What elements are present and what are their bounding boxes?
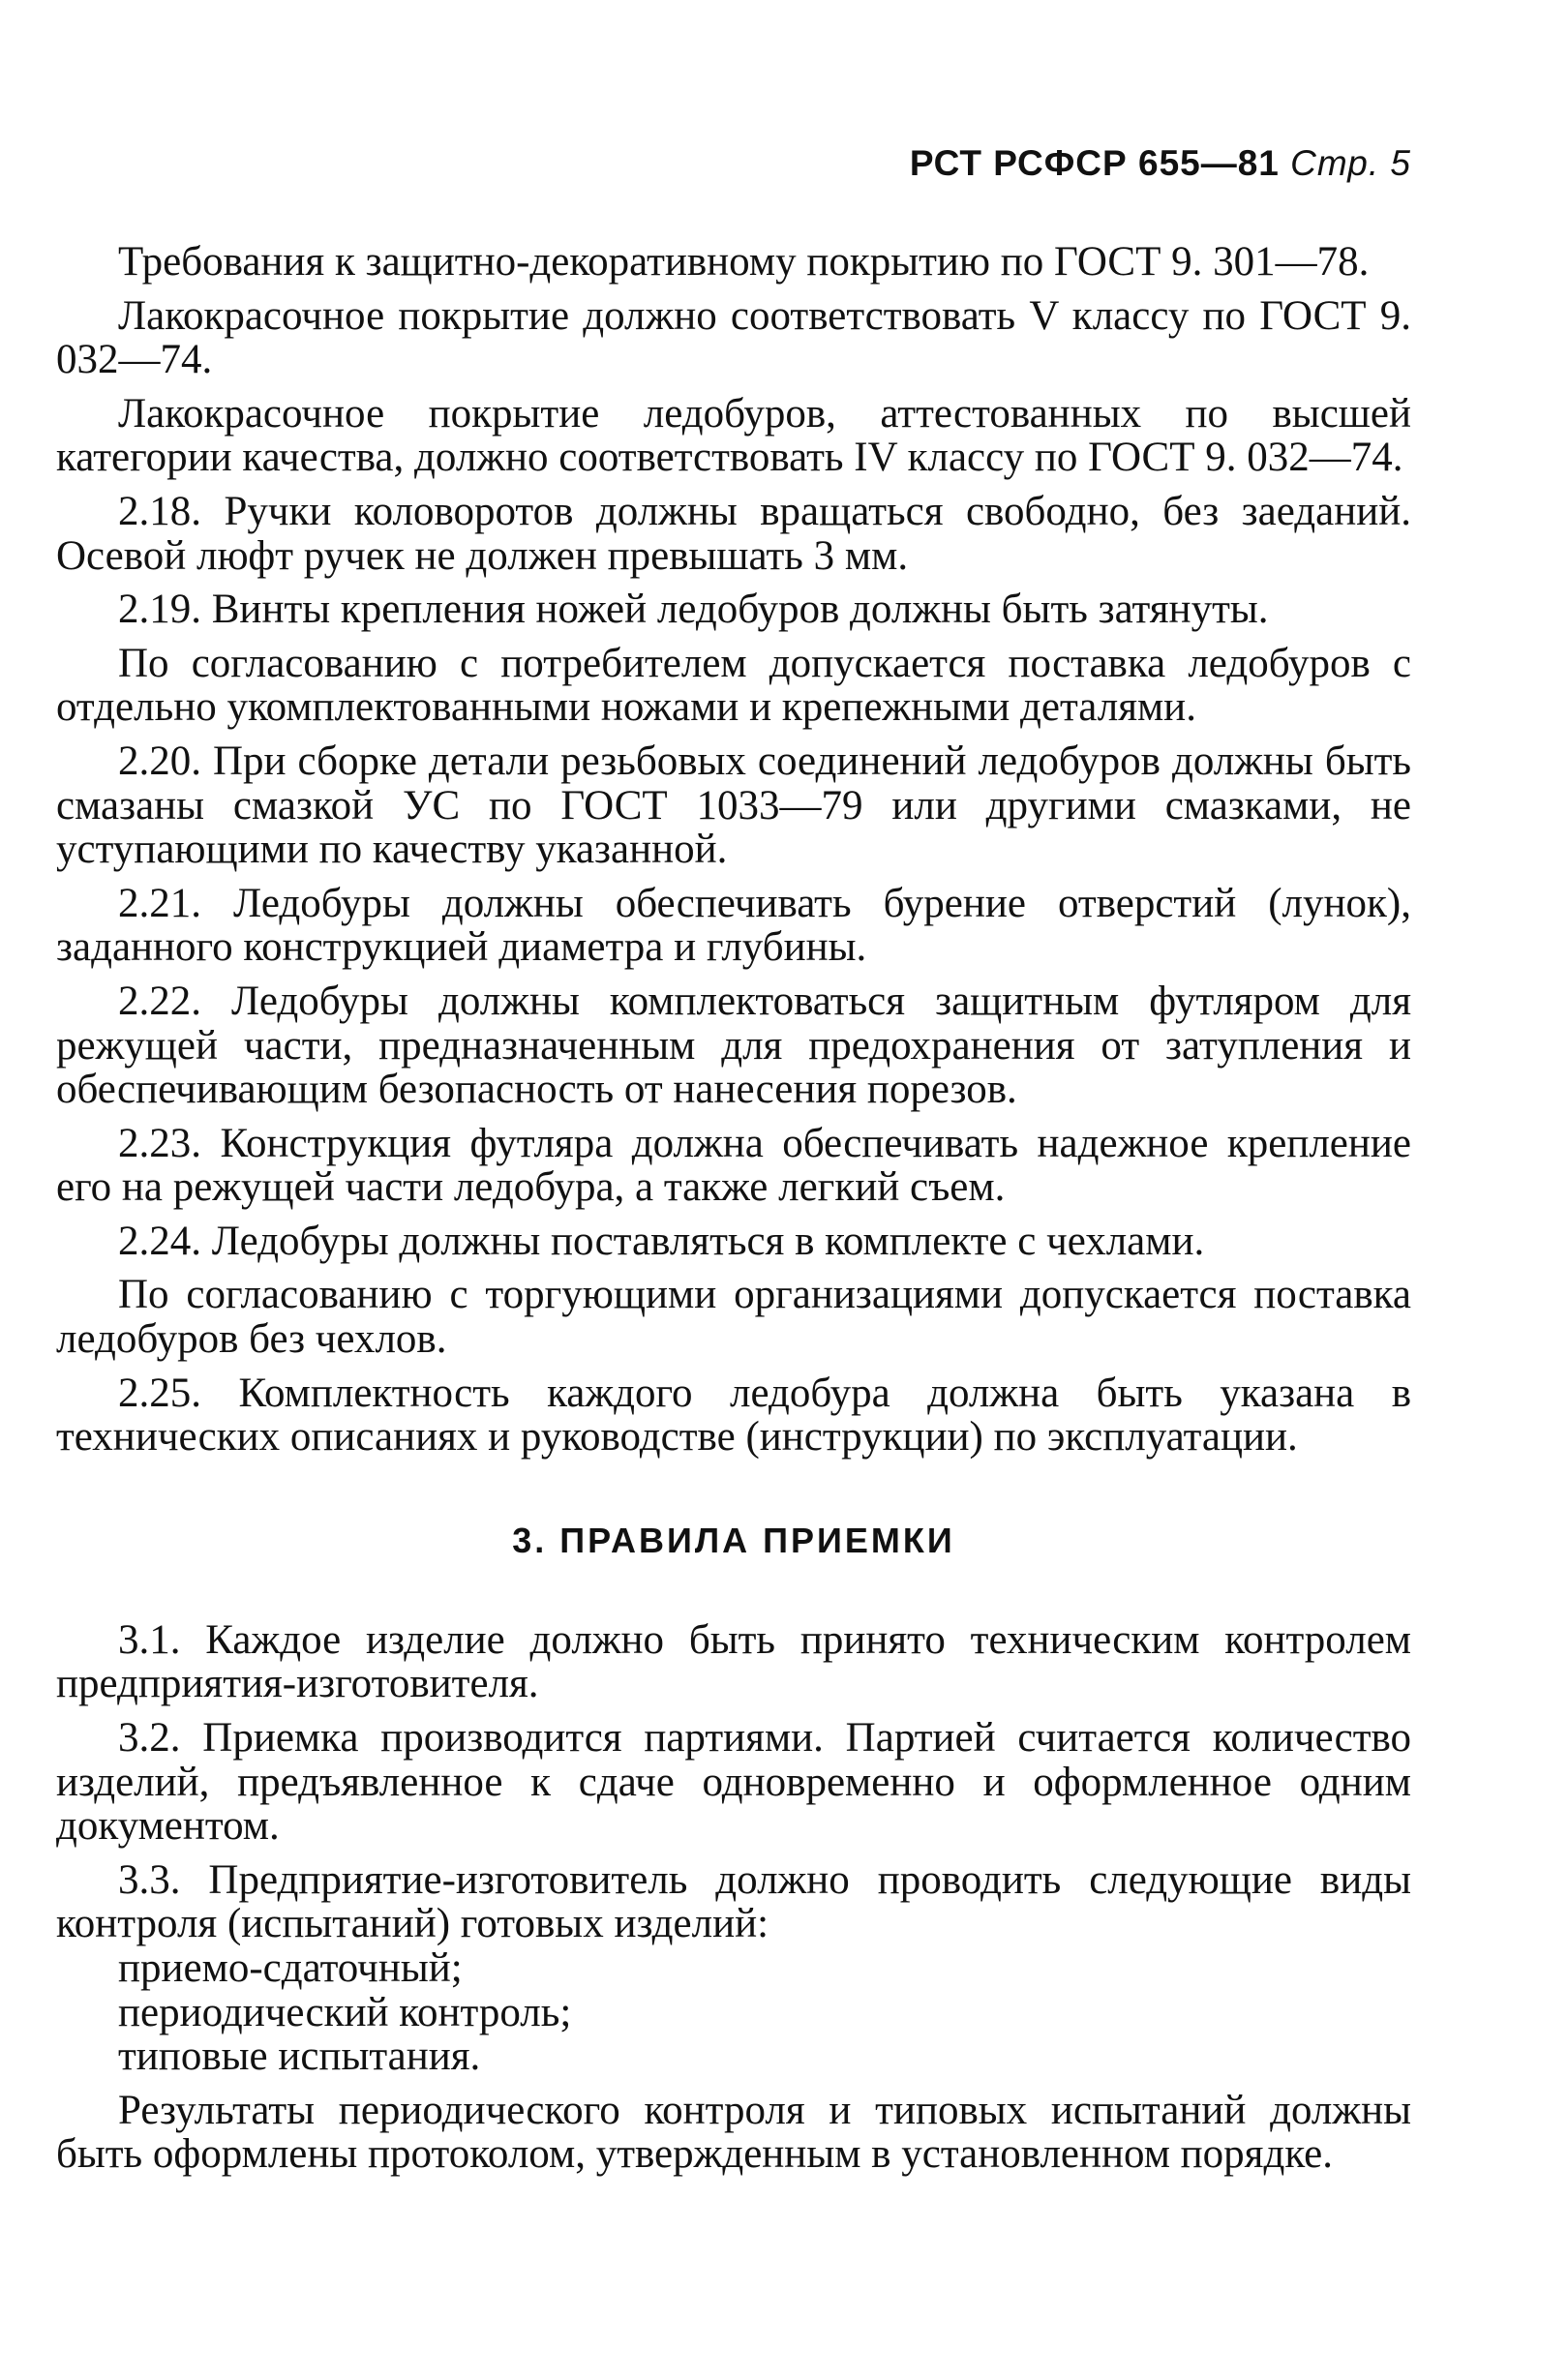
paragraph: Результаты периодического контроля и типовых испытаний должны быть оформлены протоколом, утвержденным в установленном порядке. [56,2087,1411,2178]
paragraph: Требования к защитно-декоративному покрытию по ГОСТ 9. 301—78. [118,239,1370,285]
body-text [56,240,1411,2177]
standard-number: РСТ РСФСР 655—81 [909,143,1280,183]
list-item: приемо-сдаточный; [118,1945,463,1991]
paragraph: 2.21. Ледобуры должны обеспечивать бурение отверстий (лунок), заданного конструкцией диаметра и глубины. [56,880,1411,971]
paragraph: 3.2. Приемка производится партиями. Партией считается количество изделий, предъявленное к сдаче одновременно и оформленное одним документом. [56,1715,1411,1850]
paragraph: 2.19. Винты крепления ножей ледобуров должны быть затянуты. [118,587,1269,633]
paragraph: 2.23. Конструкция футляра должна обеспечивать надежное крепление его на режущей части ледобура, а также легкий съем. [56,1120,1411,1211]
paragraph: Лакокрасочное покрытие должно соответствовать V классу по ГОСТ 9. 032—74. [56,292,1411,383]
page-header [910,143,1411,184]
paragraph: По согласованию с торгующими организациями допускается поставка ледобуров без чехлов. [56,1272,1411,1363]
paragraph: Лакокрасочное покрытие ледобуров, аттестованных по высшей категории качества, должно соответствовать IV классу по ГОСТ 9. 032—74. [56,390,1411,481]
paragraph: 3.3. Предприятие-изготовитель должно проводить следующие виды контроля (испытаний) готовых изделий: [56,1856,1411,1947]
paragraph: 3.1. Каждое изделие должно быть принято техническим контролем предприятия-изготовителя. [56,1616,1411,1707]
page-number: Стр. 5 [1290,143,1411,183]
list-item: периодический контроль; [118,1989,572,2035]
list-item: типовые испытания. [118,2034,481,2080]
paragraph: 2.24. Ледобуры должны поставляться в комплекте с чехлами. [118,1218,1205,1264]
paragraph: 2.20. При сборке детали резьбовых соединений ледобуров должны быть смазаны смазкой УС по ГОСТ 1033—79 или другими смазками, не уступающими по качеству указанной. [56,738,1411,873]
paragraph: 2.18. Ручки коловоротов должны вращаться свободно, без заеданий. Осевой люфт ручек не должен превышать 3 мм. [56,488,1411,579]
paragraph: 2.22. Ледобуры должны комплектоваться защитным футляром для режущей части, предназначенным для предохранения от затупления и обеспечивающим безопасность от нанесения порезов. [56,978,1411,1113]
paragraph: 2.25. Комплектность каждого ледобура должна быть указана в технических описаниях и руководстве (инструкции) по эксплуатации. [56,1370,1411,1461]
paragraph: По согласованию с потребителем допускается поставка ледобуров с отдельно укомплектованными ножами и крепежными деталями. [56,640,1411,731]
section-title: 3. ПРАВИЛА ПРИЕМКИ [512,1520,955,1560]
